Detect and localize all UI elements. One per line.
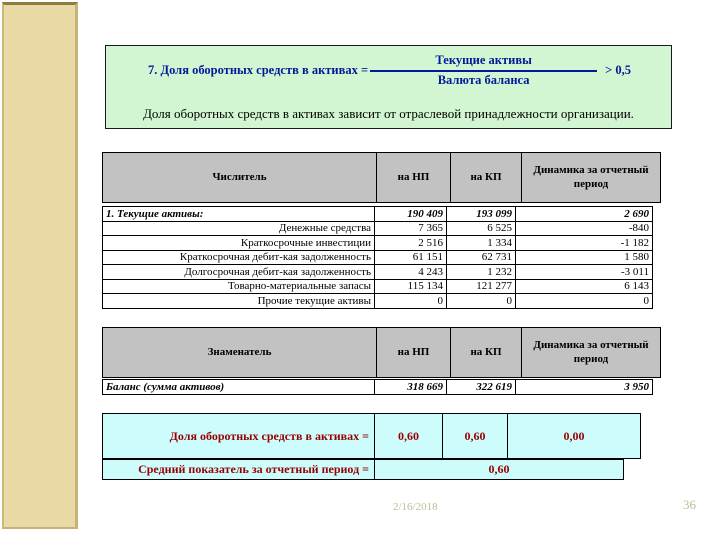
- value-dyn: -3 011: [516, 265, 653, 280]
- value-kp: 1 334: [447, 236, 516, 251]
- value-dyn: 2 690: [516, 207, 653, 222]
- row-label: Краткосрочная дебит-кая задолженность: [103, 250, 375, 265]
- table-header-row: [103, 328, 661, 378]
- table-header-row: [103, 153, 661, 203]
- value-dyn: 0: [516, 294, 653, 309]
- table-row: [103, 250, 653, 265]
- header-cell-np: на НП: [377, 153, 451, 203]
- value-kp: 121 277: [447, 279, 516, 294]
- value-np: 190 409: [375, 207, 447, 222]
- table-row: [103, 236, 653, 251]
- formula-label: 7. Доля оборотных средств в активах =: [148, 63, 369, 78]
- value-dyn: 1 580: [516, 250, 653, 265]
- row-label: Денежные средства: [103, 221, 375, 236]
- footer-date: 2/16/2018: [393, 501, 438, 513]
- value-kp: 62 731: [447, 250, 516, 265]
- row-label: Прочие текущие активы: [103, 294, 375, 309]
- numerator-table: [102, 206, 653, 309]
- header-cell-kp: на КП: [451, 328, 522, 378]
- row-label: 1. Текущие активы:: [103, 207, 375, 222]
- table-row: [103, 221, 653, 236]
- table-row: [103, 265, 653, 280]
- threshold-value: > 0,5: [605, 63, 631, 78]
- formula-box: [105, 45, 672, 129]
- value-kp: 0: [447, 294, 516, 309]
- result-row-main: [103, 414, 641, 459]
- result-np: 0,60: [375, 414, 443, 459]
- result-kp: 0,60: [443, 414, 508, 459]
- value-dyn: -840: [516, 221, 653, 236]
- value-dyn: -1 182: [516, 236, 653, 251]
- fraction-denominator: Валюта баланса: [437, 72, 530, 87]
- row-label: Долгосрочная дебит-кая задолженность: [103, 265, 375, 280]
- table-row: [103, 207, 653, 222]
- value-np: 61 151: [375, 250, 447, 265]
- result-table-average: [102, 459, 624, 480]
- value-dyn: 3 950: [516, 380, 653, 395]
- table-row: [103, 279, 653, 294]
- average-value: 0,60: [375, 460, 624, 480]
- header-cell-numerator: Числитель: [103, 153, 377, 203]
- fraction: [370, 53, 597, 88]
- value-kp: 1 232: [447, 265, 516, 280]
- value-kp: 6 525: [447, 221, 516, 236]
- numerator-table-header: [102, 152, 661, 203]
- value-np: 4 243: [375, 265, 447, 280]
- denominator-table: [102, 379, 653, 395]
- fraction-numerator: Текущие активы: [370, 53, 597, 72]
- table-row: [103, 294, 653, 309]
- header-cell-kp: на КП: [451, 153, 522, 203]
- value-np: 2 516: [375, 236, 447, 251]
- result-dyn: 0,00: [508, 414, 641, 459]
- formula-row: [106, 46, 671, 88]
- value-np: 0: [375, 294, 447, 309]
- denominator-table-header: [102, 327, 661, 378]
- row-label: Баланс (сумма активов): [103, 380, 375, 395]
- value-np: 318 669: [375, 380, 447, 395]
- value-kp: 193 099: [447, 207, 516, 222]
- row-label: Краткосрочные инвестиции: [103, 236, 375, 251]
- value-kp: 322 619: [447, 380, 516, 395]
- row-label: Товарно-материальные запасы: [103, 279, 375, 294]
- result-table-main: [102, 413, 641, 459]
- value-np: 7 365: [375, 221, 447, 236]
- table-row: [103, 380, 653, 395]
- result-row-average: [103, 460, 624, 480]
- header-cell-dynamics: Динамика за отчетный период: [522, 153, 661, 203]
- value-np: 115 134: [375, 279, 447, 294]
- value-dyn: 6 143: [516, 279, 653, 294]
- page-number: 36: [683, 497, 696, 512]
- header-cell-denominator: Знаменатель: [103, 328, 377, 378]
- formula-note: Доля оборотных средств в активах зависит от отраслевой принадлежности организации.: [143, 106, 634, 121]
- result-label: Доля оборотных средств в активах =: [103, 414, 375, 459]
- header-cell-dynamics: Динамика за отчетный период: [522, 328, 661, 378]
- sidebar-stripe: [2, 2, 78, 529]
- average-label: Средний показатель за отчетный период =: [103, 460, 375, 480]
- header-cell-np: на НП: [377, 328, 451, 378]
